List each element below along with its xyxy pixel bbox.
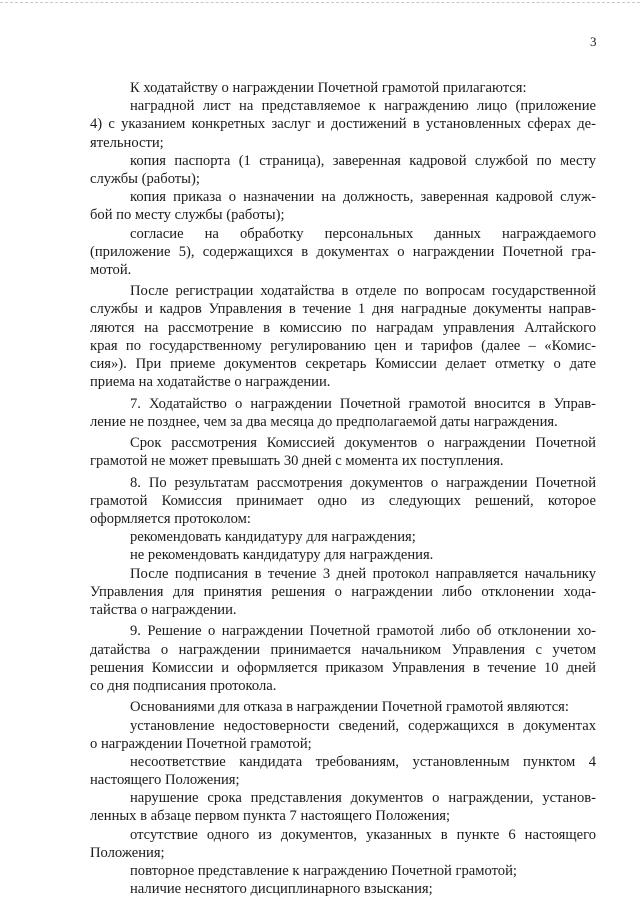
- text-line: приема на ходатайстве о награждении.: [90, 374, 331, 391]
- text-line: Управления для принятия решения о награждении либо отклонении хода-: [90, 583, 596, 600]
- text-line: службы (работы);: [90, 170, 200, 187]
- text-line: не рекомендовать кандидатуру для награждения.: [130, 547, 434, 564]
- text-line: повторное представление к награждению Почетной грамотой;: [130, 863, 517, 879]
- text-line: грамотой не может превышать 30 дней с момента их поступления.: [90, 453, 504, 470]
- document-body: [90, 79, 596, 898]
- text-line: 7. Ходатайство о награждении Почетной грамотой вносится в Управ-: [130, 395, 596, 412]
- text-line: ляются на рассмотрение в комиссию по наградам управления Алтайского: [90, 319, 596, 336]
- text-line: ятельности;: [90, 134, 164, 151]
- text-line: установление недостоверности сведений, содержащихся в документах: [130, 717, 596, 734]
- text-line: копия паспорта (1 страница), заверенная кадровой службой по месту: [130, 152, 596, 169]
- text-line: Положения;: [90, 844, 165, 861]
- text-line: настоящего Положения;: [90, 772, 240, 789]
- text-line: После регистрации ходатайства в отделе по вопросам государственной: [130, 283, 596, 300]
- text-line: согласие на обработку персональных данных награждаемого: [130, 225, 596, 242]
- text-line: наградной лист на представляемое к награждению лицо (приложение: [130, 98, 596, 115]
- text-line: решения Комиссии и оформляется приказом Управления в течение 10 дней: [90, 659, 596, 676]
- text-line: копия приказа о назначении на должность, заверенная кадровой служ-: [130, 189, 596, 206]
- text-line: рекомендовать кандидатуру для награждения;: [130, 529, 416, 546]
- text-line: грамотой Комиссия принимает одно из следующих решений, которое: [90, 492, 596, 509]
- text-line: Основаниями для отказа в награждении Почетной грамотой являются:: [130, 699, 569, 716]
- text-line: датайства о награждении принимается начальником Управления с учетом: [90, 641, 596, 658]
- text-line: 4) с указанием конкретных заслуг и достижений в установленных сферах де-: [90, 116, 596, 133]
- text-line: Срок рассмотрения Комиссией документов о награждении Почетной: [130, 435, 596, 452]
- text-line: тайства о награждении.: [90, 602, 237, 618]
- text-line: нарушение срока представления документов о награждении, установ-: [130, 790, 596, 807]
- text-line: оформляется протоколом:: [90, 511, 251, 528]
- text-line: ленных в абзаце первом пункта 7 настоящего Положения;: [90, 808, 451, 825]
- text-line: сия»). При приеме документов секретарь Комиссии делает отметку о дате: [90, 356, 596, 372]
- text-line: (приложение 5), содержащихся в документах о награждении Почетной гра-: [90, 243, 596, 260]
- text-line: ление не позднее, чем за два месяца до предполагаемой даты награждения.: [90, 413, 558, 430]
- text-line: После подписания в течение 3 дней протокол направляется начальнику: [130, 565, 596, 582]
- text-line: наличие неснятого дисциплинарного взыскания;: [130, 881, 433, 898]
- text-line: 9. Решение о награждении Почетной грамотой либо об отклонении хо-: [130, 623, 596, 640]
- text-line: К ходатайству о награждении Почетной грамотой прилагаются:: [130, 80, 527, 96]
- text-line: 8. По результатам рассмотрения документов о награждении Почетной: [130, 474, 596, 491]
- scan-edge-line: [0, 2, 640, 3]
- text-line: мотой.: [90, 261, 132, 278]
- text-line: со дня подписания протокола.: [90, 677, 277, 694]
- text-line: края по государственному регулированию цен и тарифов (далее – «Комис-: [90, 337, 596, 354]
- text-line: службы и кадров Управления в течение 1 дня наградные документы направ-: [90, 301, 596, 318]
- text-line: несоответствие кандидата требованиям, установленным пунктом 4: [130, 753, 596, 770]
- text-line: отсутствие одного из документов, указанных в пункте 6 настоящего: [130, 826, 596, 843]
- text-line: о награждении Почетной грамотой;: [90, 735, 312, 752]
- page-number: 3: [590, 34, 597, 49]
- text-line: бой по месту службы (работы);: [90, 207, 285, 224]
